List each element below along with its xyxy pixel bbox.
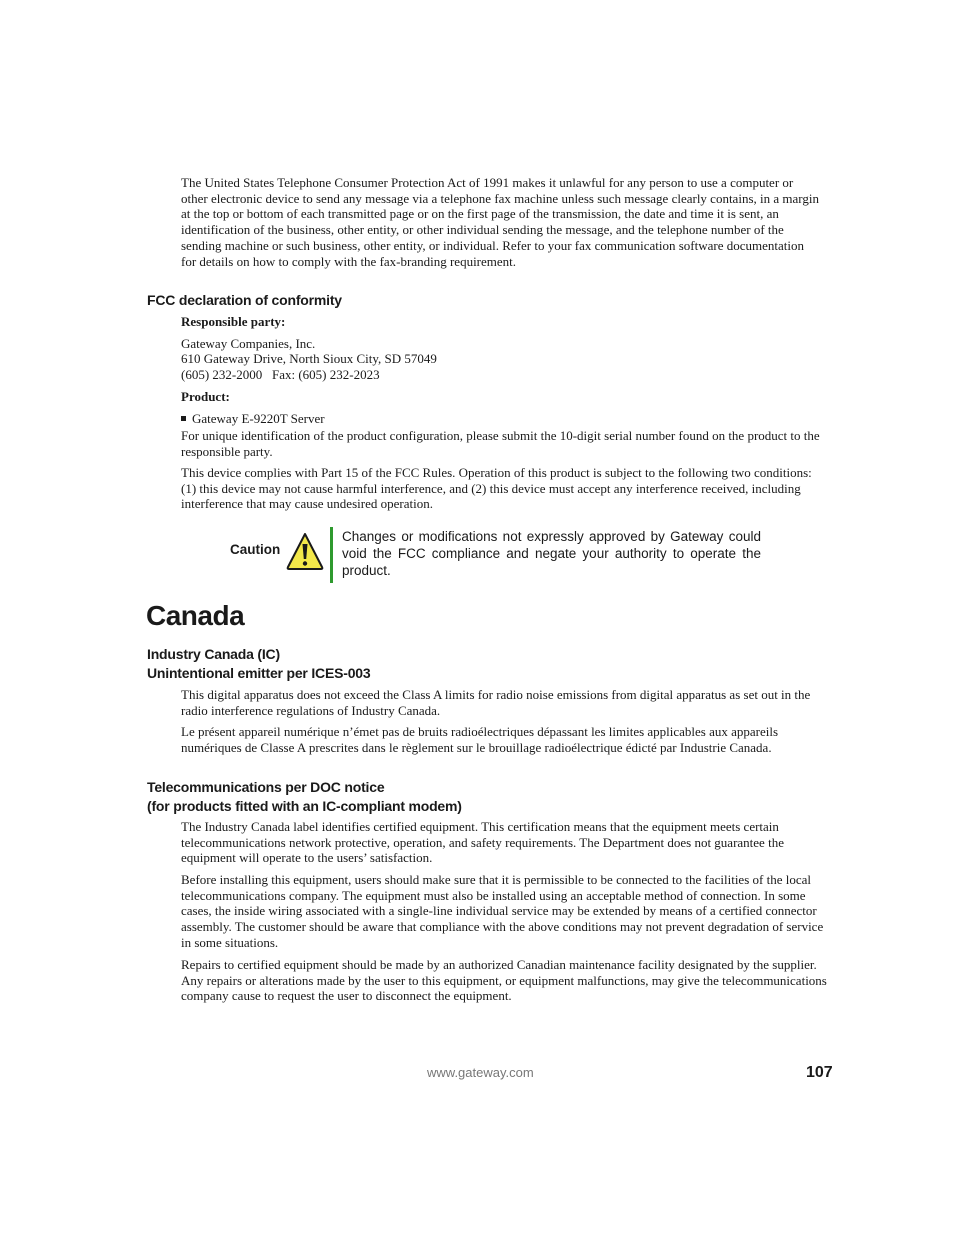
unique-id-paragraph: For unique identification of the product configuration, please submit the 10-digit serial number found on the product to the responsible party. (181, 428, 820, 459)
fcc-heading: FCC declaration of conformity (147, 292, 342, 308)
doc-subheading: (for products fitted with an IC-compliant modem) (147, 798, 462, 814)
canada-heading: Canada (146, 600, 245, 631)
caution-text: Changes or modifications not expressly approved by Gateway could void the FCC compliance and negate your authority to operate the product. (342, 529, 761, 578)
ic-paragraph-en: This digital apparatus does not exceed the Class A limits for radio noise emissions from digital apparatus as set out in the radio interference regulations of Industry Canada. (181, 687, 811, 718)
ic-subheading: Unintentional emitter per ICES-003 (147, 665, 371, 681)
product-list-item (181, 411, 325, 427)
company-address: 610 Gateway Drive, North Sioux City, SD 57049 (181, 351, 437, 366)
doc-heading: Telecommunications per DOC notice (147, 779, 385, 795)
intro-paragraph: The United States Telephone Consumer Protection Act of 1991 makes it unlawful for any person to use a computer or other electronic device to send any message via a telephone fax machine unless such message clearly contains, in a margin at the top or bottom of each transmitted page or on the first page of the transmission, the date and time it is sent, an identification of the business, other entity, or other individual sending the message, and the telephone number of the sending machine or such business, other entity, or individual. Refer to your fax communication software documentation for details on how to comply with the fax-branding requirement. (181, 175, 819, 269)
caution-bar (330, 527, 333, 583)
product-name: Gateway E-9220T Server (192, 411, 325, 426)
page-number: 107 (806, 1064, 833, 1081)
company-phone: (605) 232-2000 Fax: (605) 232-2023 (181, 367, 380, 382)
warning-triangle-icon (286, 531, 324, 571)
caution-label: Caution (230, 542, 281, 557)
doc-paragraph-1: The Industry Canada label identifies certified equipment. This certification means that the equipment meets certain telecommunications network protective, operation, and safety requirements. The Department does not guarantee the equipment will operate to the users’ satisfaction. (181, 819, 784, 866)
footer-url: www.gateway.com (427, 1065, 534, 1080)
ic-paragraph-fr: Le présent appareil numérique n’émet pas de bruits radioélectriques dépassant les limites applicables aux appareils numériques de Classe A prescrites dans le règlement sur le brouillage radioélectrique édicté par Industrie Canada. (181, 724, 779, 755)
responsible-party-label: Responsible party: (181, 314, 286, 329)
doc-paragraph-3: Repairs to certified equipment should be made by an authorized Canadian maintenance facility designated by the supplier. Any repairs or alterations made by the user to this equipment, or equipment malfunctions, may give the telecommunications company cause to request the user to disconnect the equipment. (181, 957, 827, 1004)
bullet-icon (181, 416, 186, 421)
ic-heading: Industry Canada (IC) (147, 646, 280, 662)
doc-paragraph-2: Before installing this equipment, users should make sure that it is permissible to be connected to the facilities of the local telecommunications company. The equipment must also be installed using an acceptable method of connection. In some cases, the inside wiring associated with a single-line individual service may be extended by means of a certified connector assembly. The customer should be aware that compliance with the above conditions may not prevent degradation of service in some situations. (181, 872, 824, 950)
company-name: Gateway Companies, Inc. (181, 336, 316, 351)
fcc-compliance-paragraph: This device complies with Part 15 of the FCC Rules. Operation of this product is subject to the following two conditions: (1) this device may not cause harmful interference, and (2) this device must accept any interference received, including interference that may cause undesired operation. (181, 465, 812, 512)
product-label: Product: (181, 389, 230, 404)
